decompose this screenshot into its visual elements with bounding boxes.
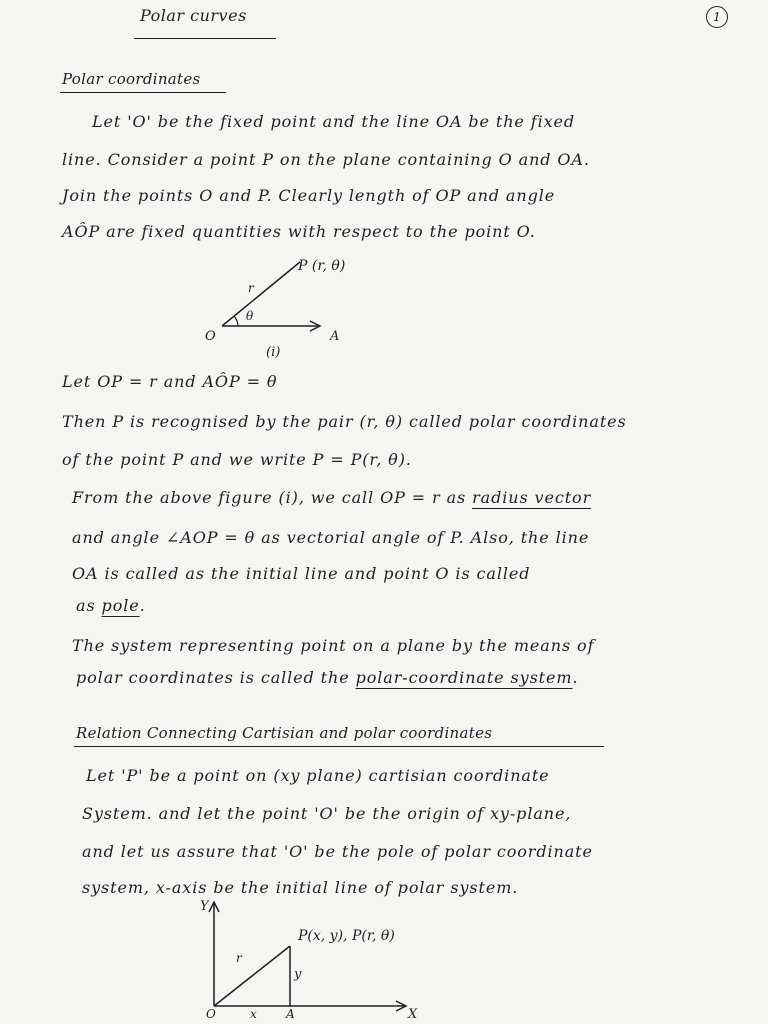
origin-label: O bbox=[205, 329, 216, 344]
text-line: Join the points O and P. Clearly length of OP and angle bbox=[62, 186, 556, 205]
radius-line bbox=[214, 946, 290, 1006]
term-radius-vector: radius vector bbox=[472, 488, 592, 507]
text-line: System. and let the point 'O' be the origin of xy-plane, bbox=[82, 804, 572, 823]
text-line: Let 'O' be the fixed point and the line OA be the fixed bbox=[92, 112, 576, 131]
point-p-label: P (r, θ) bbox=[298, 258, 346, 274]
text-line: Let OP = r and AÔP = θ bbox=[62, 372, 278, 391]
x-length-label: x bbox=[250, 1007, 257, 1021]
figure-caption: (i) bbox=[266, 345, 281, 360]
section-heading-polar-coordinates: Polar coordinates bbox=[62, 70, 201, 88]
radius-label: r bbox=[248, 281, 254, 295]
text-line: and let us assure that 'O' be the pole of polar coordinate bbox=[82, 842, 593, 861]
text-line: Then P is recognised by the pair (r, θ) called polar coordinates bbox=[62, 412, 627, 431]
radius-label: r bbox=[236, 951, 242, 965]
y-length-label: y bbox=[294, 967, 302, 982]
text-line: system, x-axis be the initial line of polar system. bbox=[82, 878, 519, 897]
x-axis-label: X bbox=[408, 1007, 418, 1022]
text-line: of the point P and we write P = P(r, θ). bbox=[62, 450, 412, 469]
term-polar-coordinate-system: polar-coordinate system bbox=[355, 668, 573, 687]
text-line: From the above figure (i), we call OP = r as radius vector bbox=[72, 488, 592, 507]
text-line: Let 'P' be a point on (xy plane) cartisian coordinate bbox=[86, 766, 550, 785]
text-line: OA is called as the initial line and point O is called bbox=[72, 564, 531, 583]
section-heading-relation: Relation Connecting Cartisian and polar coordinates bbox=[76, 724, 493, 742]
text-line: AÔP are fixed quantities with respect to the point O. bbox=[62, 222, 536, 241]
text-line: line. Consider a point P on the plane containing O and OA. bbox=[62, 150, 590, 169]
point-label: P(x, y), P(r, θ) bbox=[298, 928, 395, 944]
axis-a-label: A bbox=[330, 329, 340, 344]
origin-label: O bbox=[206, 1007, 216, 1021]
y-axis-label: Y bbox=[200, 899, 209, 914]
text-line: as pole. bbox=[76, 596, 146, 615]
text-line: and angle ∠AOP = θ as vectorial angle of P. Also, the line bbox=[72, 528, 590, 547]
page-title: Polar curves bbox=[140, 6, 247, 25]
angle-label: θ bbox=[246, 309, 254, 323]
term-pole: pole bbox=[101, 596, 140, 615]
foot-a-label: A bbox=[286, 1007, 295, 1021]
page-number-badge: 1 bbox=[706, 6, 728, 28]
text-line: polar coordinates is called the polar-coordinate system. bbox=[76, 668, 579, 687]
text-line: The system representing point on a plane by the means of bbox=[72, 636, 595, 655]
